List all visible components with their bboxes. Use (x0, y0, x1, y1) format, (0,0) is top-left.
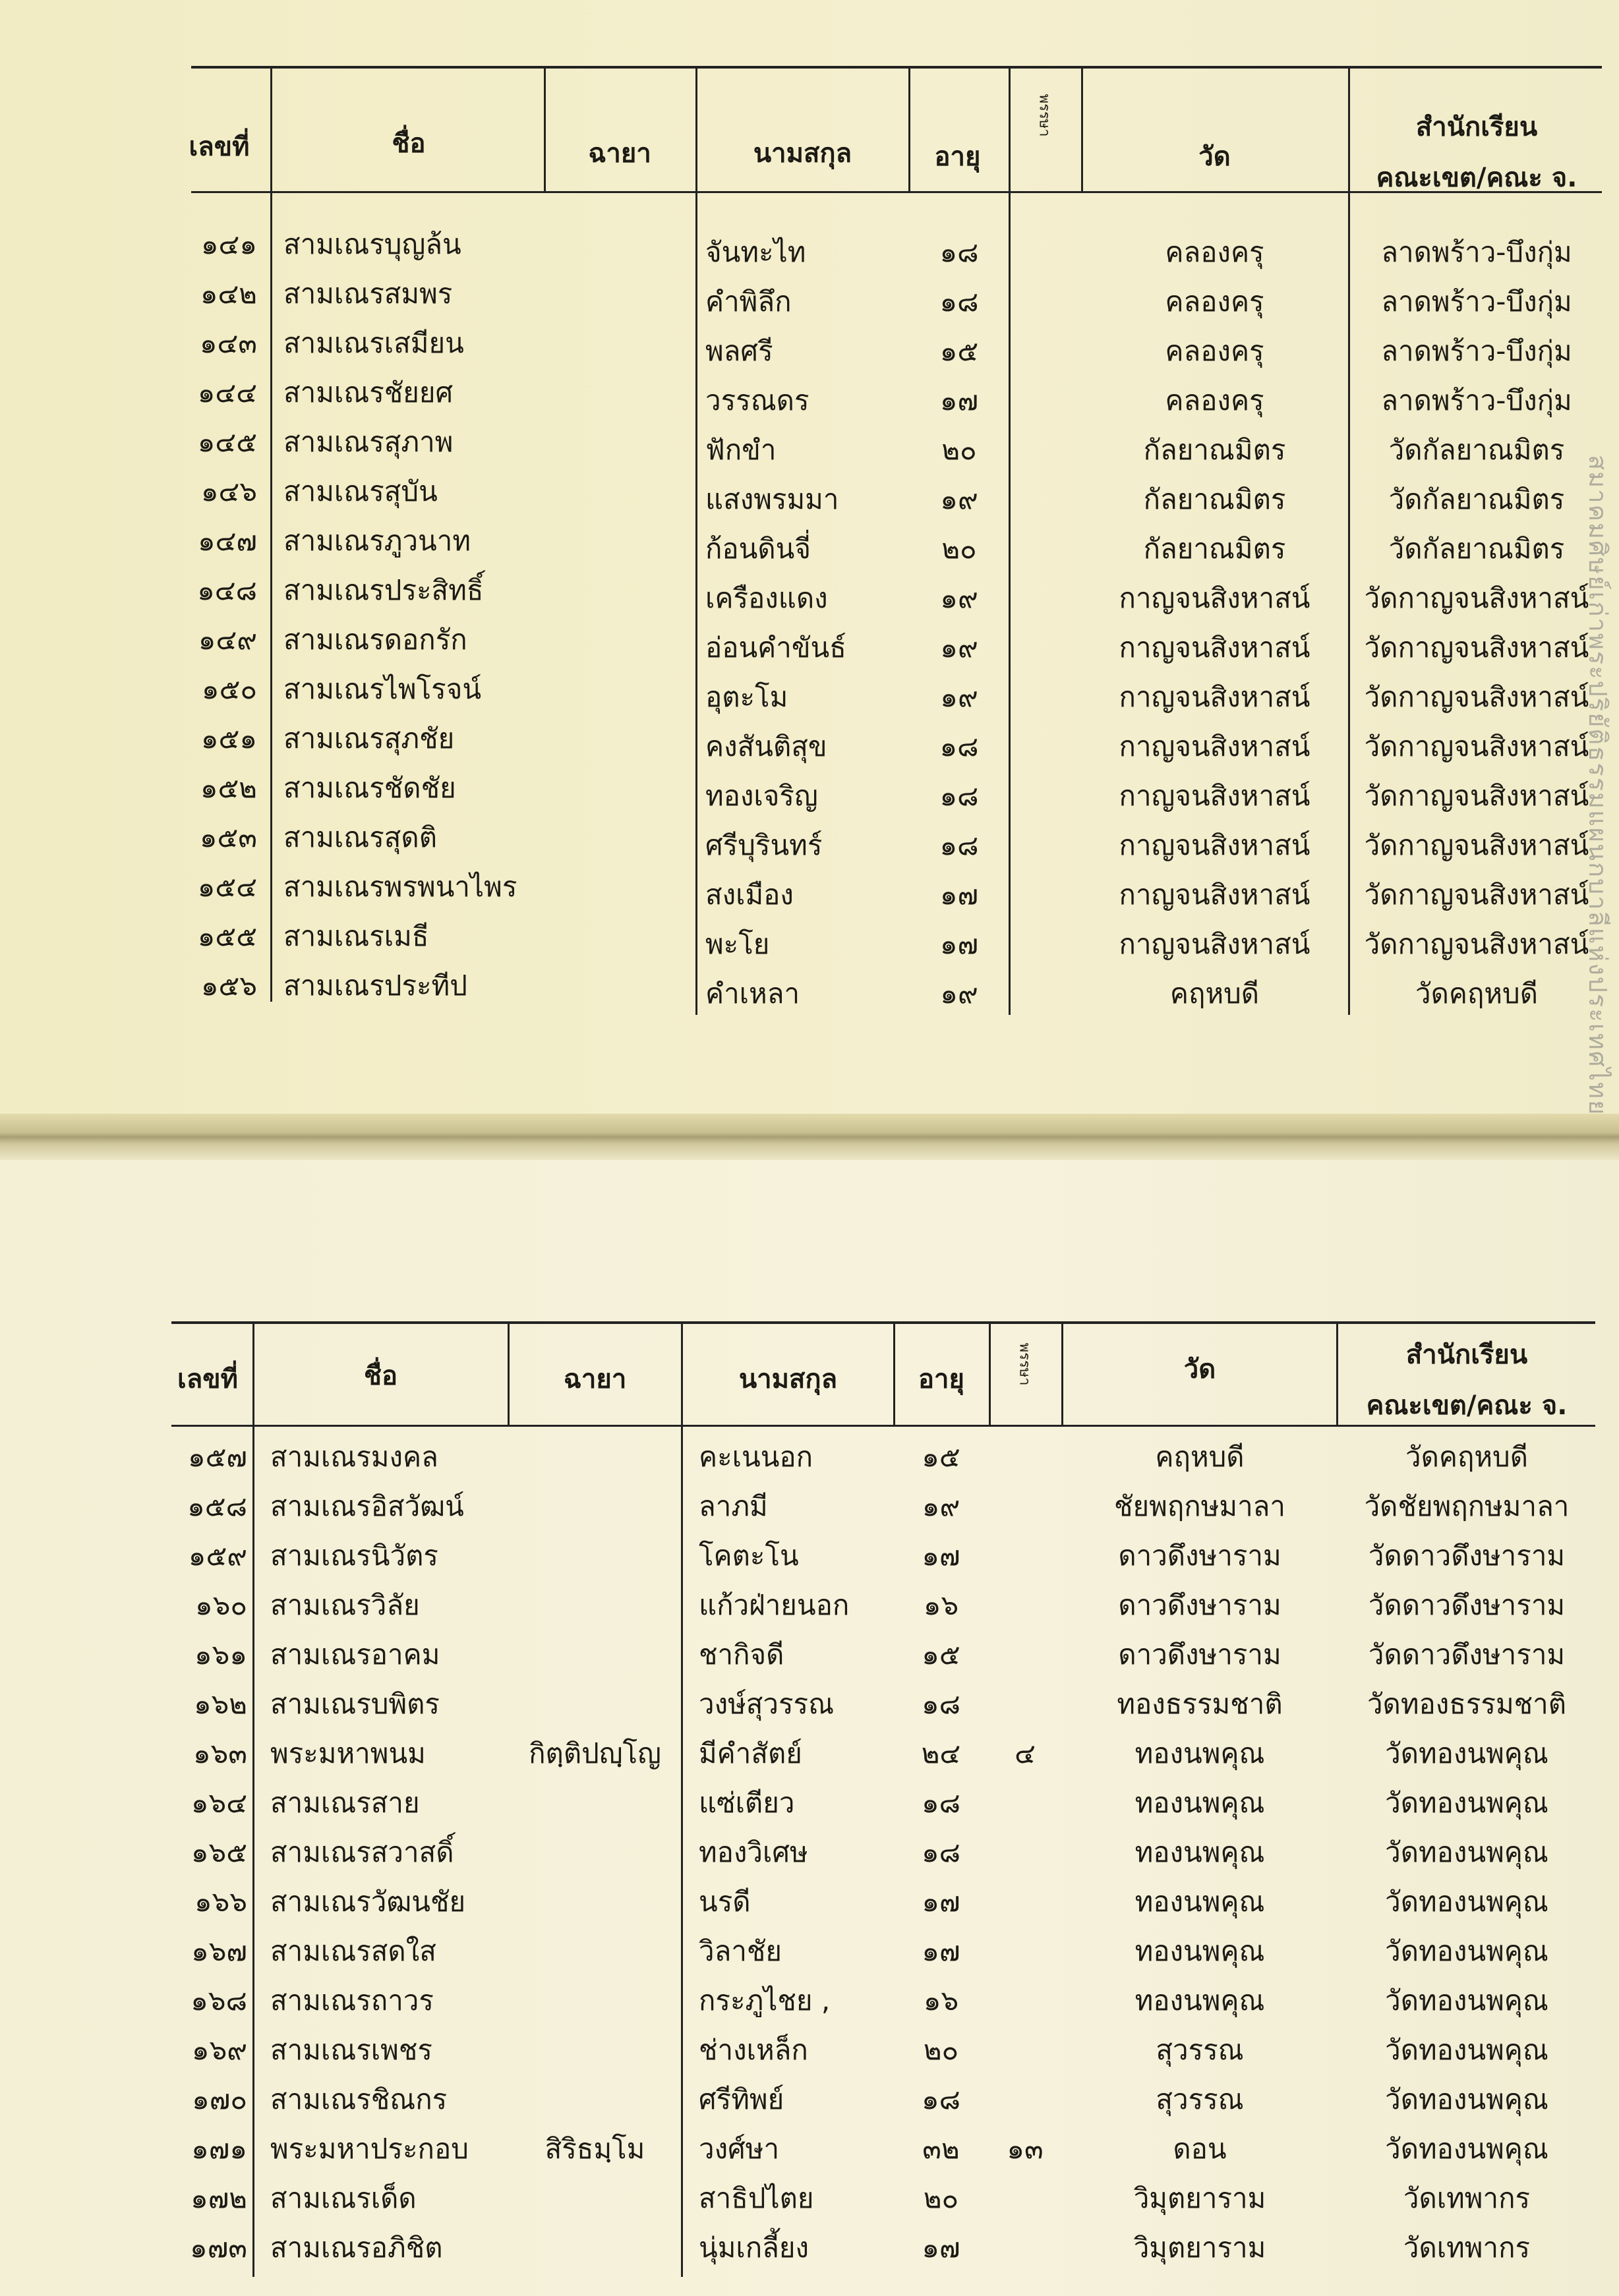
row-number: ๑๕๐ (201, 673, 257, 705)
row-school: วัดดาวดึงษาราม (1368, 1638, 1566, 1671)
row-surname: โคตะโน (699, 1539, 799, 1572)
row-number: ๑๕๓ (199, 821, 257, 853)
header-school-2: คณะเขต/คณะ จ. (1376, 163, 1577, 193)
header-chaya: ฉายา (588, 138, 651, 169)
row-name: สามเณรอาคม (270, 1638, 440, 1671)
row-school: วัดทองนพคุณ (1385, 2034, 1548, 2066)
row-number: ๑๕๒ (200, 772, 257, 804)
row-school: วัดกาญจนสิงหาสน์ (1364, 631, 1589, 664)
row-age: ๑๖ (923, 1984, 959, 2017)
archive-watermark: สมาคมศิษย์เก่าพระปริยัติธรรมแผนกบาลีแห่งประเทศไทย (1583, 455, 1612, 1116)
row-school: ลาดพร้าว-บึงกุ่ม (1381, 285, 1572, 318)
header-phansa: พรรษา (1036, 94, 1053, 137)
row-school: วัดกัลยาณมิตร (1388, 483, 1565, 515)
row-age: ๑๘ (921, 1688, 961, 1720)
row-age: ๑๕ (939, 335, 979, 367)
row-school: วัดทองนพคุณ (1385, 2083, 1548, 2115)
row-wat: ทองนพคุณ (1134, 1984, 1265, 2017)
row-name: สามเณรชัดชัย (283, 772, 456, 804)
row-number: ๑๖๐ (195, 1589, 247, 1621)
row-age: ๑๙ (940, 681, 978, 713)
row-school: วัดกาญจนสิงหาสน์ (1364, 780, 1589, 812)
row-wat: สุวรรณ (1156, 2034, 1244, 2066)
row-surname: แสงพรมมา (705, 483, 839, 515)
row-number: ๑๖๔ (191, 1787, 247, 1819)
row-surname: คำพิลึก (705, 285, 792, 318)
row-name: สามเณรพรพนาไพร (283, 871, 517, 903)
row-surname: ศรีทิพย์ (699, 2083, 784, 2115)
row-name: สามเณรชัยยศ (283, 376, 454, 409)
column-divider (681, 1321, 683, 2277)
row-age: ๑๕ (922, 1638, 960, 1671)
row-school: วัดทองนพคุณ (1385, 1787, 1548, 1819)
row-wat: ดาวดึงษาราม (1118, 1638, 1281, 1671)
row-surname: พลศรี (705, 335, 773, 367)
row-wat: กัลยาณมิตร (1143, 483, 1286, 515)
row-school: วัดทองนพคุณ (1385, 1935, 1548, 1967)
row-name: สามเณรประสิทธิ์ (283, 574, 484, 606)
row-wat: คฤหบดี (1155, 1441, 1245, 1473)
row-number: ๑๕๑ (200, 722, 257, 755)
row-number: ๑๕๙ (188, 1539, 247, 1572)
row-name: สามเณรบพิตร (270, 1688, 440, 1720)
row-school: วัดกาญจนสิงหาสน์ (1364, 878, 1589, 911)
row-number: ๑๖๑ (194, 1638, 247, 1671)
row-school: วัดทองนพคุณ (1385, 1836, 1548, 1868)
row-school: วัดดาวดึงษาราม (1368, 1589, 1566, 1621)
row-wat: กาญจนสิงหาสน์ (1119, 582, 1310, 614)
row-name: สามเณรเสมียน (283, 327, 464, 359)
row-age: ๑๖ (923, 1589, 959, 1621)
row-surname: สาธิปไตย (699, 2182, 814, 2214)
row-surname: วรรณดร (705, 384, 810, 416)
row-school: วัดทองนพคุณ (1385, 2133, 1548, 2165)
row-name: สามเณรประทีป (283, 969, 467, 1002)
row-school: วัดเทพากร (1403, 2182, 1531, 2214)
row-school: วัดกัลยาณมิตร (1388, 434, 1565, 466)
header-name: ชื่อ (363, 1361, 398, 1391)
row-wat: กาญจนสิงหาสน์ (1119, 928, 1310, 960)
row-wat: ทองนพคุณ (1134, 1836, 1265, 1868)
row-name: สามเณรอิสวัฒน์ (270, 1490, 464, 1522)
row-number: ๑๖๖ (194, 1885, 247, 1918)
row-name: สามเณรสาย (270, 1787, 420, 1819)
row-school: วัดกาญจนสิงหาสน์ (1364, 829, 1589, 861)
column-divider (989, 1321, 991, 1425)
row-wat: ดาวดึงษาราม (1118, 1589, 1281, 1621)
row-number: ๑๔๑ (200, 228, 257, 260)
row-name: สามเณรสมพร (283, 277, 453, 310)
row-surname: ลาภมี (699, 1490, 768, 1522)
row-number: ๑๔๘ (197, 574, 257, 606)
row-age: ๑๙ (922, 1490, 960, 1522)
header-school-1: สำนักเรียน (1415, 112, 1538, 142)
row-number: ๑๖๙ (191, 2034, 247, 2066)
row-age: ๑๗ (922, 2231, 960, 2264)
header-age: อายุ (934, 142, 981, 172)
row-wat: ทองนพคุณ (1134, 1935, 1265, 1967)
column-divider (252, 1321, 254, 2277)
row-school: วัดกาญจนสิงหาสน์ (1364, 928, 1589, 960)
row-number: ๑๕๗ (187, 1441, 247, 1473)
row-wat: คฤหบดี (1169, 977, 1260, 1010)
row-age: ๒๐ (923, 2034, 959, 2066)
row-surname: กระภูไชย , (699, 1984, 831, 2017)
row-wat: ทองนพคุณ (1134, 1737, 1265, 1769)
row-wat: สุวรรณ (1156, 2083, 1244, 2115)
header-no: เลขที่ (189, 132, 250, 162)
row-number: ๑๔๔ (197, 376, 257, 409)
row-name: สามเณรวัฒนชัย (270, 1885, 466, 1918)
row-name: สามเณรสุดติ (283, 821, 437, 853)
row-wat: คลองครุ (1165, 285, 1264, 318)
row-wat: ทองนพคุณ (1134, 1787, 1265, 1819)
row-surname: วงศ์ษา (699, 2133, 780, 2165)
row-wat: วิมุตยาราม (1133, 2231, 1266, 2264)
row-surname: จันทะไท (705, 236, 806, 268)
row-number: ๑๖๕ (191, 1836, 247, 1868)
row-school: วัดทองนพคุณ (1385, 1737, 1548, 1769)
row-wat: กัลยาณมิตร (1143, 532, 1286, 565)
row-school: วัดชัยพฤกษมาลา (1364, 1490, 1570, 1522)
column-divider (508, 1321, 510, 1425)
header-wat: วัด (1183, 1354, 1216, 1385)
row-chaya: กิตฺติปญฺโญ (529, 1737, 661, 1769)
row-surname: คำเหลา (705, 977, 800, 1010)
row-age: ๑๗ (922, 1885, 960, 1918)
row-name: สามเณรถาวร (270, 1984, 434, 2017)
row-age: ๑๗ (922, 1935, 960, 1967)
row-age: ๑๘ (921, 1836, 961, 1868)
row-surname: ฟักขำ (705, 434, 777, 466)
row-name: สามเณรอภิชิต (270, 2231, 443, 2264)
row-wat: กาญจนสิงหาสน์ (1119, 730, 1310, 762)
row-school: วัดเทพากร (1403, 2231, 1531, 2264)
row-age: ๑๙ (940, 977, 978, 1010)
row-name: สามเณรเมธี (283, 920, 429, 952)
row-number: ๑๖๗ (191, 1935, 247, 1967)
row-number: ๑๔๓ (199, 327, 257, 359)
row-wat: คลองครุ (1165, 335, 1264, 367)
row-surname: นรดี (699, 1885, 751, 1918)
row-surname: ช่างเหล็ก (699, 2034, 808, 2066)
row-wat: ทองธรรมชาติ (1117, 1688, 1283, 1720)
row-number: ๑๔๗ (197, 525, 257, 557)
header-name: ชื่อ (392, 129, 426, 159)
row-school: วัดทองนพคุณ (1385, 1984, 1548, 2017)
row-school: วัดกัลยาณมิตร (1388, 532, 1565, 565)
row-surname: แซ่เตียว (699, 1787, 795, 1819)
header-phansa: พรรษา (1016, 1342, 1033, 1386)
row-wat: กาญจนสิงหาสน์ (1119, 780, 1310, 812)
row-school: วัดกาญจนสิงหาสน์ (1364, 730, 1589, 762)
row-age: ๑๙ (940, 582, 978, 614)
row-school: วัดทองนพคุณ (1385, 1885, 1548, 1918)
row-surname: ชากิจดี (699, 1638, 784, 1671)
row-number: ๑๗๐ (192, 2083, 247, 2115)
row-phansa: ๔ (1015, 1737, 1036, 1769)
row-surname: พะโย (705, 928, 770, 960)
row-age: ๒๔ (921, 1737, 961, 1769)
row-wat: ทองนพคุณ (1134, 1885, 1265, 1918)
row-name: สามเณรไพโรจน์ (283, 673, 482, 705)
row-age: ๒๐ (923, 2182, 959, 2214)
row-number: ๑๔๙ (198, 623, 257, 656)
row-name: สามเณรนิวัตร (270, 1539, 438, 1572)
row-age: ๒๐ (941, 434, 977, 466)
row-age: ๑๗ (939, 878, 979, 911)
row-surname: วงษ์สุวรรณ (699, 1688, 835, 1720)
row-number: ๑๕๖ (200, 969, 257, 1002)
row-wat: คลองครุ (1165, 384, 1264, 416)
header-no: เลขที่ (177, 1364, 238, 1394)
header-age: อายุ (918, 1364, 964, 1394)
row-surname: เครืองแดง (705, 582, 828, 614)
row-school: ลาดพร้าว-บึงกุ่ม (1381, 236, 1572, 268)
row-surname: คงสันติสุข (705, 730, 827, 762)
row-number: ๑๕๕ (197, 920, 257, 952)
row-age: ๑๗ (939, 384, 979, 416)
row-number: ๑๕๘ (187, 1490, 247, 1522)
row-age: ๓๒ (922, 2133, 960, 2165)
row-age: ๑๘ (939, 236, 979, 268)
header-surname: นามสกุล (753, 138, 852, 169)
header-surname: นามสกุล (738, 1364, 838, 1394)
row-name: สามเณรสุภชัย (283, 722, 455, 755)
row-number: ๑๗๓ (190, 2231, 247, 2264)
row-age: ๑๘ (921, 1787, 961, 1819)
row-number: ๑๔๒ (200, 277, 257, 310)
row-age: ๒๐ (941, 532, 977, 565)
row-number: ๑๗๒ (191, 2182, 247, 2214)
row-age: ๑๙ (940, 631, 978, 664)
row-surname: ทองวิเศษ (699, 1836, 808, 1868)
row-name: สามเณรสวาสดิ์ (270, 1836, 454, 1868)
row-wat: กาญจนสิงหาสน์ (1119, 631, 1310, 664)
row-number: ๑๕๔ (197, 871, 257, 903)
row-school: วัดคฤหบดี (1415, 977, 1538, 1010)
row-name: สามเณรชิณกร (270, 2083, 448, 2115)
row-surname: มีคำสัตย์ (699, 1737, 802, 1769)
row-wat: กาญจนสิงหาสน์ (1119, 681, 1310, 713)
row-name: สามเณรเพชร (270, 2034, 432, 2066)
row-number: ๑๔๕ (197, 426, 257, 458)
row-name: พระมหาประกอบ (270, 2133, 469, 2165)
row-age: ๑๗ (939, 928, 979, 960)
row-name: สามเณรวิลัย (270, 1589, 420, 1621)
row-name: สามเณรมงคล (270, 1441, 438, 1473)
row-wat: ดาวดึงษาราม (1118, 1539, 1281, 1572)
row-chaya: สิริธมฺโม (545, 2133, 645, 2165)
row-school: ลาดพร้าว-บึงกุ่ม (1381, 335, 1572, 367)
row-name: พระมหาพนม (270, 1737, 426, 1769)
row-surname: แก้วฝ่ายนอก (699, 1589, 850, 1621)
row-age: ๑๘ (921, 2083, 961, 2115)
row-number: ๑๔๖ (200, 475, 257, 507)
row-wat: ชัยพฤกษมาลา (1114, 1490, 1285, 1522)
row-wat: คลองครุ (1165, 236, 1264, 268)
header-top-rule (171, 1321, 1595, 1324)
row-age: ๑๕ (922, 1441, 960, 1473)
row-wat: วิมุตยาราม (1133, 2182, 1266, 2214)
row-name: สามเณรดอกรัก (283, 623, 467, 656)
row-wat: กาญจนสิงหาสน์ (1119, 878, 1310, 911)
row-surname: อุตะโม (705, 681, 788, 713)
row-surname: วิลาชัย (699, 1935, 782, 1967)
row-surname: คะเนนอก (699, 1441, 813, 1473)
row-school: วัดกาญจนสิงหาสน์ (1364, 582, 1589, 614)
row-name: สามเณรสดใส (270, 1935, 436, 1967)
row-age: ๑๘ (939, 780, 979, 812)
header-wat: วัด (1198, 142, 1231, 172)
header-school-2: คณะเขต/คณะ จ. (1366, 1391, 1568, 1421)
row-name: สามเณรสุบัน (283, 475, 438, 507)
header-school-1: สำนักเรียน (1405, 1340, 1528, 1370)
row-name: สามเณรบุญล้น (283, 228, 461, 260)
header-chaya: ฉายา (563, 1364, 627, 1394)
row-age: ๑๘ (939, 829, 979, 861)
row-surname: ศรีบุรินทร์ (705, 829, 823, 861)
column-divider (1061, 1321, 1063, 1425)
row-school: วัดดาวดึงษาราม (1368, 1539, 1566, 1572)
row-surname: ก้อนดินจี่ (705, 532, 811, 565)
row-age: ๑๙ (940, 483, 978, 515)
row-school: วัดทองธรรมชาติ (1367, 1688, 1567, 1720)
row-age: ๑๗ (922, 1539, 960, 1572)
row-name: สามเณรสุภาพ (283, 426, 454, 458)
row-school: วัดคฤหบดี (1405, 1441, 1528, 1473)
row-surname: สงเมือง (705, 878, 794, 911)
row-school: ลาดพร้าว-บึงกุ่ม (1381, 384, 1572, 416)
row-number: ๑๖๓ (192, 1737, 247, 1769)
row-age: ๑๘ (939, 285, 979, 318)
row-wat: ดอน (1173, 2133, 1227, 2165)
row-age: ๑๘ (939, 730, 979, 762)
row-number: ๑๖๘ (191, 1984, 247, 2017)
row-phansa: ๑๓ (1007, 2133, 1044, 2165)
row-wat: กัลยาณมิตร (1143, 434, 1286, 466)
row-name: สามเณรภูวนาท (283, 525, 471, 557)
row-wat: กาญจนสิงหาสน์ (1119, 829, 1310, 861)
row-school: วัดกาญจนสิงหาสน์ (1364, 681, 1589, 713)
row-surname: ทองเจริญ (705, 780, 818, 812)
row-surname: อ่อนคำขันธ์ (705, 631, 846, 664)
row-number: ๑๗๑ (191, 2133, 247, 2165)
row-name: สามเณรเด็ด (270, 2182, 417, 2214)
row-surname: นุ่มเกลี้ยง (699, 2231, 810, 2264)
row-number: ๑๖๒ (193, 1688, 247, 1720)
